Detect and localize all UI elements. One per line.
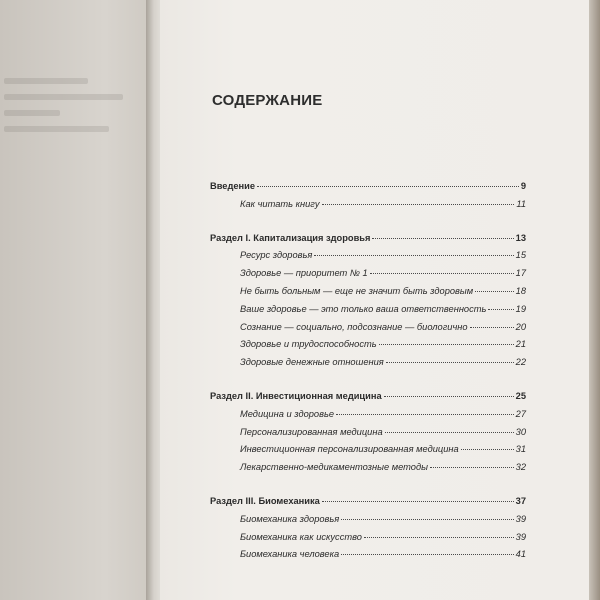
- dot-leader: [370, 273, 514, 274]
- dot-leader: [364, 537, 514, 538]
- toc-page-number: 15: [515, 250, 526, 261]
- toc-heading-label: Раздел III. Биомеханика: [210, 495, 320, 506]
- dot-leader: [341, 519, 513, 520]
- dot-leader: [470, 327, 514, 328]
- dot-leader: [384, 396, 514, 397]
- toc-entry: [210, 286, 526, 304]
- left-page: [0, 0, 150, 600]
- dot-leader: [475, 291, 514, 292]
- toc-page-number: 20: [515, 321, 526, 332]
- toc-entry-label: Биомеханика человека: [240, 549, 340, 560]
- toc-heading: [210, 233, 526, 251]
- bleed-through-text: [4, 78, 144, 198]
- toc-entry-label: Здоровье — приоритет № 1: [240, 268, 368, 279]
- dot-leader: [336, 414, 514, 415]
- toc-section-1: [210, 233, 526, 375]
- toc-page-number: 27: [515, 408, 526, 419]
- toc-entry: [210, 199, 526, 217]
- toc-entry-label: Сознание — социально, подсознание — биологично: [240, 321, 468, 332]
- toc-page-number: 9: [520, 181, 526, 191]
- toc-entry-label: Лекарственно-медикаментозные методы: [240, 462, 428, 473]
- toc-heading: [210, 391, 526, 409]
- toc-entry-label: Здоровые денежные отношения: [240, 357, 384, 368]
- dot-leader: [385, 432, 514, 433]
- dot-leader: [386, 362, 514, 363]
- toc-heading-label: Раздел II. Инвестиционная медицина: [210, 390, 382, 401]
- toc-page-number: 31: [515, 444, 526, 455]
- toc-section-intro: [210, 181, 526, 217]
- dot-leader: [461, 449, 514, 450]
- toc-entry: [210, 427, 526, 445]
- toc-page-number: 30: [515, 426, 526, 437]
- toc-entry-label: Ваше здоровье — это только ваша ответственность: [240, 303, 487, 314]
- toc-heading: [210, 496, 526, 514]
- toc-entry-label: Персонализированная медицина: [240, 426, 383, 437]
- toc-entry: [210, 250, 526, 268]
- toc-entry-label: Медицина и здоровье: [240, 408, 335, 419]
- toc-entry-label: Биомеханика как искусство: [240, 531, 362, 542]
- toc-entry: [210, 268, 526, 286]
- toc-heading-label: Введение: [210, 181, 256, 191]
- toc-page-number: 13: [515, 232, 526, 243]
- toc-page-number: 22: [515, 357, 526, 368]
- toc-page-number: 39: [515, 513, 526, 524]
- dot-leader: [379, 344, 514, 345]
- toc-entry: [210, 444, 526, 462]
- toc-entry: [210, 339, 526, 357]
- page-edge: [589, 0, 600, 600]
- toc-entry: [210, 357, 526, 375]
- toc-entry: [210, 409, 526, 427]
- toc-heading: [210, 181, 526, 199]
- toc-page-number: 39: [515, 531, 526, 542]
- toc-entry-label: Ресурс здоровья: [240, 250, 313, 261]
- toc-entry-label: Не быть больным — еще не значит быть здоровым: [240, 285, 474, 296]
- toc-heading-label: Раздел I. Капитализация здоровья: [210, 232, 371, 243]
- toc-entry: [210, 322, 526, 340]
- toc-page-number: 21: [515, 339, 526, 350]
- toc-entry: [210, 514, 526, 532]
- toc-entry-label: Как читать книгу: [240, 198, 320, 209]
- table-of-contents: [210, 181, 526, 583]
- toc-entry-label: Инвестиционная персонализированная медицина: [240, 444, 459, 455]
- toc-section-3: [210, 496, 526, 567]
- page-title: СОДЕРЖАНИЕ: [212, 92, 323, 109]
- toc-entry: [210, 462, 526, 480]
- toc-entry: [210, 549, 526, 567]
- toc-page-number: 37: [515, 495, 526, 506]
- toc-page-number: 11: [516, 198, 526, 209]
- toc-section-2: [210, 391, 526, 480]
- dot-leader: [257, 186, 519, 187]
- toc-page-number: 25: [515, 390, 526, 401]
- dot-leader: [372, 238, 513, 239]
- toc-entry-label: Здоровье и трудоспособность: [240, 339, 377, 350]
- dot-leader: [488, 309, 513, 310]
- toc-page-number: 41: [515, 549, 526, 560]
- dot-leader: [322, 204, 515, 205]
- dot-leader: [322, 501, 514, 502]
- toc-page-number: 17: [515, 268, 526, 279]
- dot-leader: [430, 467, 514, 468]
- toc-entry: [210, 304, 526, 322]
- toc-page-number: 32: [515, 462, 526, 473]
- toc-entry-label: Биомеханика здоровья: [240, 513, 340, 524]
- toc-page-number: 19: [515, 303, 526, 314]
- dot-leader: [314, 255, 513, 256]
- toc-entry: [210, 532, 526, 550]
- dot-leader: [341, 554, 514, 555]
- toc-page-number: 18: [515, 285, 526, 296]
